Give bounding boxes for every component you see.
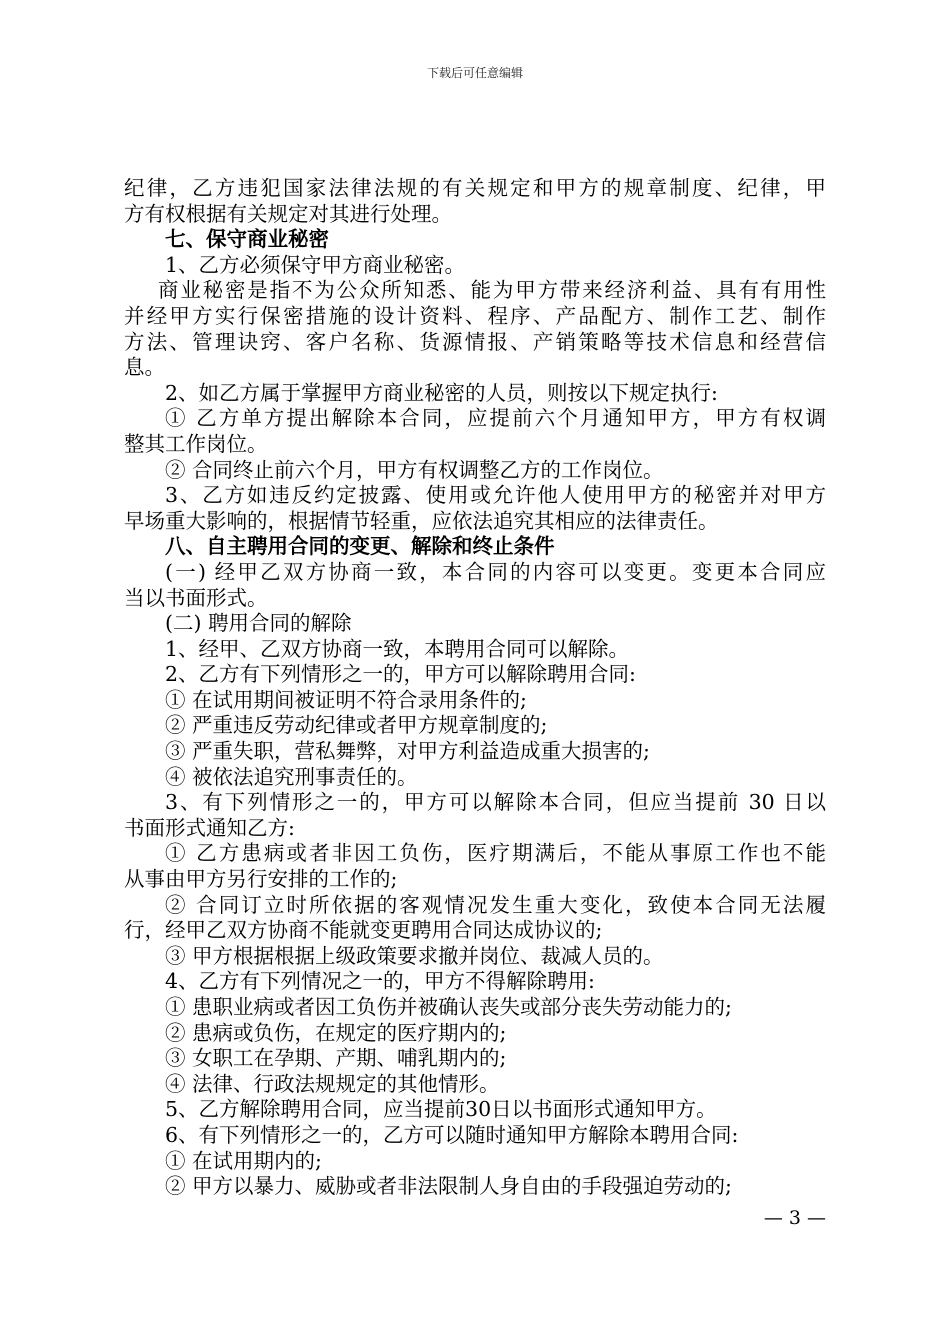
text-line: ③ 严重失职，营私舞弊，对甲方利益造成重大损害的; [165,739,650,764]
text-line: ① 乙方患病或者非因工负伤，医疗期满后，不能从事原工作也不能 [165,841,826,866]
text-line: ② 患病或负伤，在规定的医疗期内的; [165,1020,507,1045]
text-line: 6、有下列情形之一的，乙方可以随时通知甲方解除本聘用合同: [165,1122,739,1147]
text-line: 4、乙方有下列情况之一的，甲方不得解除聘用: [165,969,595,994]
text-line: 商业秘密是指不为公众所知悉、能为甲方带来经济利益、具有有用性 [158,278,826,303]
text-line: 3、乙方如违反约定披露、使用或允许他人使用甲方的秘密并对甲方 [165,483,826,508]
text-line: ① 患职业病或者因工负伤并被确认丧失或部分丧失劳动能力的; [165,995,732,1019]
text-line: ③ 甲方根据根据上级政策要求撤并岗位、裁减人员的。 [165,943,664,968]
text-line: 行，经甲乙双方协商不能就变更聘用合同达成协议的; [124,918,603,943]
text-line: ② 严重违反劳动纪律或者甲方规章制度的; [165,713,548,738]
text-line: 2、乙方有下列情形之一的，甲方可以解除聘用合同: [165,662,636,687]
text-line: ② 合同订立时所依据的客观情况发生重大变化，致使本合同无法履 [165,892,826,917]
text-line: 从事由甲方另行安排的工作的; [124,867,398,892]
text-line: 并经甲方实行保密措施的设计资料、程序、产品配方、制作工艺、制作 [124,303,826,328]
text-line: 1、经甲、乙双方协商一致，本聘用合同可以解除。 [165,636,630,661]
page-number: — 3 — [763,1207,826,1229]
text-line: 方法、管理诀窍、客户名称、货源情报、产销策略等技术信息和经营信 [124,329,826,354]
text-line: 方有权根据有关规定对其进行处理。 [124,201,452,226]
text-line: 3、有下列情形之一的，甲方可以解除本合同，但应当提前 30 日以 [165,790,826,815]
text-line: 早场重大影响的，根据情节轻重，应依法追究其相应的法律责任。 [124,508,719,533]
text-line: ③ 女职工在孕期、产期、哺乳期内的; [165,1046,507,1071]
text-line: (二) 聘用合同的解除 [165,611,352,636]
text-line: (一) 经甲乙双方协商一致，本合同的内容可以变更。变更本合同应 [165,559,826,584]
text-line: ② 合同终止前六个月，甲方有权调整乙方的工作岗位。 [165,457,664,482]
text-line: 1、乙方必须保守甲方商业秘密。 [165,252,466,277]
text-line: 5、乙方解除聘用合同，应当提前30日以书面形式通知甲方。 [165,1097,717,1122]
text-line: ④ 法律、行政法规规定的其他情形。 [165,1071,500,1096]
text-line: ② 甲方以暴力、威胁或者非法限制人身自由的手段强迫劳动的; [165,1174,732,1199]
text-line: 当以书面形式。 [124,585,268,610]
text-line: ① 在试用期间被证明不符合录用条件的; [165,687,527,712]
text-line: 整其工作岗位。 [124,431,268,456]
text-line: 书面形式通知乙方: [124,815,295,840]
text-line: 纪律，乙方违犯国家法律法规的有关规定和甲方的规章制度、纪律，甲 [124,176,826,200]
text-line: 息。 [124,355,165,380]
text-line: ④ 被依法追究刑事责任的。 [165,764,418,789]
section-heading: 八、自主聘用合同的变更、解除和终止条件 [165,534,555,559]
header-note: 下载后可任意编辑 [426,66,523,80]
text-line: ① 乙方单方提出解除本合同，应提前六个月通知甲方，甲方有权调 [165,406,826,431]
text-line: ① 在试用期内的; [165,1148,322,1173]
document-body [124,176,826,1200]
text-line: 2、如乙方属于掌握甲方商业秘密的人员，则按以下规定执行: [165,380,718,405]
section-heading: 七、保守商业秘密 [165,227,329,252]
